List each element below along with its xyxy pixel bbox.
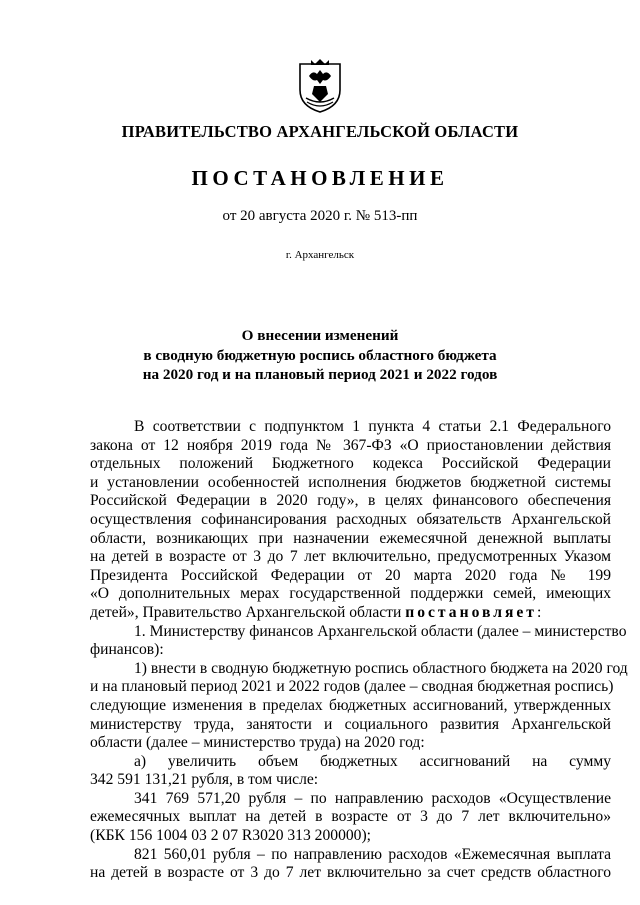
- body-line: 821 560,01 рубля – по направлению расходов «Ежемесячная выплата: [134, 845, 611, 863]
- body-line: закона от 12 ноября 2019 года № 367-ФЗ «О приостановлении действия: [90, 436, 611, 454]
- body-line: и установлении особенностей исполнения бюджетов бюджетной системы: [90, 473, 611, 491]
- body-text-segment: детей», Правительство Архангельской области: [90, 603, 402, 621]
- body-line: Президента Российской Федерации от 20 марта 2020 года № 199: [90, 566, 611, 584]
- body-line: «О дополнительных мерах государственной поддержки семей, имеющих: [90, 585, 611, 603]
- body-line: отдельных положений Бюджетного кодекса Российской Федерации: [90, 455, 611, 473]
- body-line: области, возникающих при назначении ежемесячной денежной выплаты: [90, 529, 611, 547]
- body-line: министерству труда, занятости и социального развития Архангельской: [90, 715, 611, 733]
- body-line: 342 591 131,21 рубля, в том числе:: [90, 771, 319, 789]
- document-subject: [0, 326, 640, 385]
- subject-line: на 2020 год и на плановый период 2021 и 2022 годов: [142, 366, 498, 383]
- government-title: ПРАВИТЕЛЬСТВО АРХАНГЕЛЬСКОЙ ОБЛАСТИ: [121, 122, 519, 141]
- body-line: области (далее – министерство труда) на 2020 год:: [90, 734, 425, 752]
- body-line: финансов):: [90, 641, 164, 659]
- body-line: В соответствии с подпунктом 1 пункта 4 статьи 2.1 Федерального: [134, 418, 611, 435]
- decree-verb: постановляет: [405, 603, 537, 621]
- body-line: а) увеличить объем бюджетных ассигнований на сумму: [134, 752, 611, 770]
- body-line: [90, 604, 611, 623]
- body-line: ежемесячных выплат на детей в возрасте от 3 до 7 лет включительно»: [90, 808, 611, 826]
- colon: :: [536, 603, 542, 621]
- body-line: (КБК 156 1004 03 2 07 R3020 313 200000);: [90, 827, 371, 845]
- coat-of-arms-icon: [297, 58, 343, 114]
- subject-line: О внесении изменений: [241, 327, 399, 344]
- body-line: и на плановый период 2021 и 2022 годов (далее – сводная бюджетная роспись): [90, 678, 614, 696]
- body-line: осуществления софинансирования расходных обязательств Архангельской: [90, 510, 611, 528]
- body-line: 341 769 571,20 рубля – по направлению расходов «Осуществление: [134, 789, 611, 807]
- body-line: Российской Федерации в 2020 году», в целях финансового обеспечения: [90, 492, 611, 510]
- body-line: 1) внести в сводную бюджетную роспись областного бюджета на 2020 год: [134, 659, 628, 677]
- body-line: следующие изменения в пределах бюджетных ассигнований, утвержденных: [90, 696, 611, 714]
- date-number: от 20 августа 2020 г. № 513-пп: [222, 208, 418, 224]
- city: г. Архангельск: [285, 249, 355, 261]
- body-line: на детей в возрасте от 3 до 7 лет включительно за счет средств областного: [90, 864, 611, 882]
- document-type: ПОСТАНОВЛЕНИЕ: [191, 166, 449, 190]
- document-body: [90, 418, 628, 883]
- subject-line: в сводную бюджетную роспись областного бюджета: [143, 346, 497, 364]
- body-line: на детей в возрасте от 3 до 7 лет включительно, предусмотренных Указом: [90, 548, 611, 566]
- body-line: 1. Министерству финансов Архангельской области (далее – министерство: [134, 622, 627, 640]
